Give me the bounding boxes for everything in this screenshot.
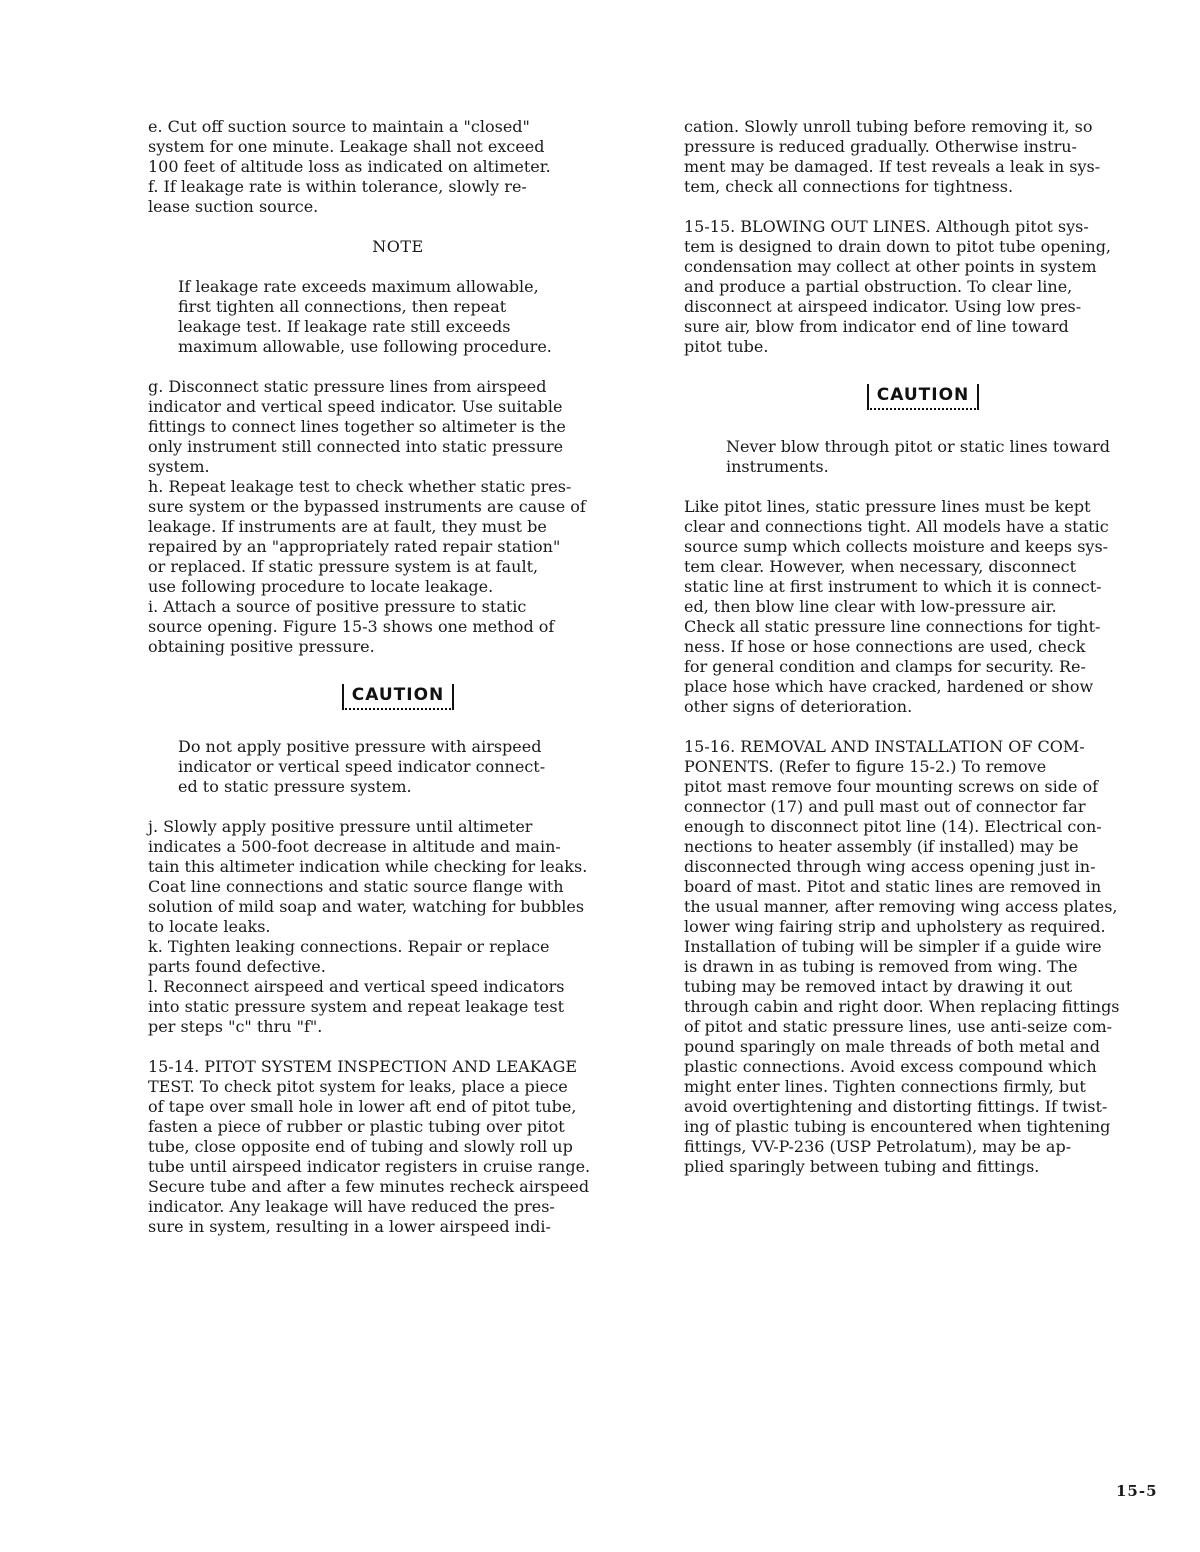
caution-line: Never blow through pitot or static lines toward xyxy=(726,437,1111,456)
text-line: source sump which collects moisture and keeps sys- xyxy=(684,537,1109,556)
text-line: connector (17) and pull mast out of connector far xyxy=(684,797,1086,816)
text-line: Secure tube and after a few minutes recheck airspeed xyxy=(148,1177,590,1196)
text-line: fittings, VV-P-236 (USP Petrolatum), may be ap- xyxy=(684,1137,1072,1156)
text-line: leakage. If instruments are at fault, they must be xyxy=(148,517,547,536)
steps-j-l xyxy=(148,817,648,1037)
text-line: condensation may collect at other points in system xyxy=(684,257,1097,276)
note-line: If leakage rate exceeds maximum allowable, xyxy=(178,277,539,296)
text-line: tube, close opposite end of tubing and slowly roll up xyxy=(148,1137,573,1156)
caution-label: CAUTION xyxy=(867,384,980,410)
text-line: into static pressure system and repeat leakage test xyxy=(148,997,564,1016)
caution-block xyxy=(148,737,648,797)
static-lines-paragraph xyxy=(684,497,1162,717)
text-line: static line at first instrument to which it is connect- xyxy=(684,577,1102,596)
text-line: clear and connections tight. All models have a static xyxy=(684,517,1109,536)
text-line: e. Cut off suction source to maintain a "closed" xyxy=(148,117,530,136)
text-line: Coat line connections and static source flange with xyxy=(148,877,564,896)
text-line: of tape over small hole in lower aft end of pitot tube, xyxy=(148,1097,577,1116)
text-line: f. If leakage rate is within tolerance, slowly re- xyxy=(148,177,527,196)
section-heading-line: 15-15. BLOWING OUT LINES. Although pitot sys- xyxy=(684,217,1089,236)
text-line: to locate leaks. xyxy=(148,917,271,936)
text-line: the usual manner, after removing wing access plates, xyxy=(684,897,1118,916)
text-line: PONENTS. (Refer to figure 15-2.) To remove xyxy=(684,757,1047,776)
text-line: disconnect at airspeed indicator. Using low pres- xyxy=(684,297,1082,316)
text-line: pitot tube. xyxy=(684,337,769,356)
text-line: only instrument still connected into static pressure xyxy=(148,437,564,456)
caution-line: ed to static pressure system. xyxy=(178,777,412,796)
caution-line: Do not apply positive pressure with airspeed xyxy=(178,737,542,756)
text-line: Like pitot lines, static pressure lines must be kept xyxy=(684,497,1091,516)
text-line: k. Tighten leaking connections. Repair or replace xyxy=(148,937,550,956)
text-line: ment may be damaged. If test reveals a leak in sys- xyxy=(684,157,1101,176)
text-line: other signs of deterioration. xyxy=(684,697,913,716)
text-line: tem clear. However, when necessary, disconnect xyxy=(684,557,1077,576)
continuation-block xyxy=(684,117,1162,197)
text-line: ed, then blow line clear with low-pressure air. xyxy=(684,597,1057,616)
text-line: sure system or the bypassed instruments are cause of xyxy=(148,497,586,516)
text-line: i. Attach a source of positive pressure to static xyxy=(148,597,527,616)
text-line: and produce a partial obstruction. To clear line, xyxy=(684,277,1073,296)
text-line: repaired by an "appropriately rated repair station" xyxy=(148,537,561,556)
text-line: use following procedure to locate leakage. xyxy=(148,577,494,596)
text-line: cation. Slowly unroll tubing before removing it, so xyxy=(684,117,1093,136)
text-line: solution of mild soap and water, watching for bubbles xyxy=(148,897,585,916)
text-line: plied sparingly between tubing and fittings. xyxy=(684,1157,1040,1176)
text-line: system. xyxy=(148,457,210,476)
text-line: obtaining positive pressure. xyxy=(148,637,375,656)
text-line: indicates a 500-foot decrease in altitude and main- xyxy=(148,837,561,856)
text-line: sure air, blow from indicator end of line toward xyxy=(684,317,1069,336)
text-line: for general condition and clamps for security. Re- xyxy=(684,657,1086,676)
text-line: tube until airspeed indicator registers in cruise range. xyxy=(148,1157,591,1176)
caution-banner xyxy=(684,377,1162,417)
text-line: tubing may be removed intact by drawing it out xyxy=(684,977,1073,996)
text-line: plastic connections. Avoid excess compound which xyxy=(684,1057,1097,1076)
page-number: 15-5 xyxy=(1116,1482,1158,1500)
text-line: g. Disconnect static pressure lines from airspeed xyxy=(148,377,547,396)
text-line: tain this altimeter indication while checking for leaks. xyxy=(148,857,588,876)
note-line: leakage test. If leakage rate still exceeds xyxy=(178,317,511,336)
text-line: tem, check all connections for tightness. xyxy=(684,177,1014,196)
text-line: might enter lines. Tighten connections firmly, but xyxy=(684,1077,1086,1096)
text-line: nections to heater assembly (if installed) may be xyxy=(684,837,1079,856)
caution-block xyxy=(684,437,1162,477)
text-line: enough to disconnect pitot line (14). Electrical con- xyxy=(684,817,1102,836)
section-15-16 xyxy=(684,737,1162,1177)
text-line: indicator and vertical speed indicator. Use suitable xyxy=(148,397,563,416)
text-line: board of mast. Pitot and static lines are removed in xyxy=(684,877,1102,896)
section-15-15 xyxy=(684,217,1162,357)
section-heading-line: 15-14. PITOT SYSTEM INSPECTION AND LEAKAGE xyxy=(148,1057,578,1076)
text-line: through cabin and right door. When replacing fittings xyxy=(684,997,1120,1016)
note-line: maximum allowable, use following procedure. xyxy=(178,337,552,356)
caution-line: indicator or vertical speed indicator connect- xyxy=(178,757,546,776)
caution-label: CAUTION xyxy=(342,684,455,710)
text-line: lower wing fairing strip and upholstery as required. xyxy=(684,917,1106,936)
section-15-14 xyxy=(148,1057,648,1237)
text-line: or replaced. If static pressure system is at fault, xyxy=(148,557,539,576)
text-line: h. Repeat leakage test to check whether static pres- xyxy=(148,477,572,496)
caution-banner xyxy=(148,677,648,717)
text-line: fittings to connect lines together so altimeter is the xyxy=(148,417,566,436)
note-block xyxy=(148,277,648,357)
text-line: Installation of tubing will be simpler if a guide wire xyxy=(684,937,1102,956)
text-line: per steps "c" thru "f". xyxy=(148,1017,323,1036)
text-line: l. Reconnect airspeed and vertical speed indicators xyxy=(148,977,565,996)
text-line: system for one minute. Leakage shall not exceed xyxy=(148,137,545,156)
text-line: ness. If hose or hose connections are used, check xyxy=(684,637,1086,656)
text-line: indicator. Any leakage will have reduced the pres- xyxy=(148,1197,555,1216)
text-line: disconnected through wing access opening just in- xyxy=(684,857,1096,876)
text-line: 100 feet of altitude loss as indicated on altimeter. xyxy=(148,157,551,176)
text-line: of pitot and static pressure lines, use anti-seize com- xyxy=(684,1017,1113,1036)
text-line: is drawn in as tubing is removed from wing. The xyxy=(684,957,1078,976)
text-line: fasten a piece of rubber or plastic tubing over pitot xyxy=(148,1117,565,1136)
text-line: source opening. Figure 15-3 shows one method of xyxy=(148,617,555,636)
text-line: pound sparingly on male threads of both metal and xyxy=(684,1037,1100,1056)
text-line: avoid overtightening and distorting fittings. If twist- xyxy=(684,1097,1108,1116)
text-line: parts found defective. xyxy=(148,957,326,976)
caution-line: instruments. xyxy=(726,457,829,476)
text-line: ing of plastic tubing is encountered when tightening xyxy=(684,1117,1111,1136)
text-line: tem is designed to drain down to pitot tube opening, xyxy=(684,237,1112,256)
text-line: lease suction source. xyxy=(148,197,319,216)
text-line: place hose which have cracked, hardened or show xyxy=(684,677,1094,696)
text-line: sure in system, resulting in a lower airspeed indi- xyxy=(148,1217,551,1236)
text-line: pitot mast remove four mounting screws on side of xyxy=(684,777,1099,796)
right-column xyxy=(684,117,1162,1177)
text-line: Check all static pressure line connections for tight- xyxy=(684,617,1101,636)
note-line: first tighten all connections, then repeat xyxy=(178,297,507,316)
steps-g-i xyxy=(148,377,648,657)
section-heading-line: 15-16. REMOVAL AND INSTALLATION OF COM- xyxy=(684,737,1085,756)
text-line: TEST. To check pitot system for leaks, place a piece xyxy=(148,1077,568,1096)
text-line: pressure is reduced gradually. Otherwise instru- xyxy=(684,137,1077,156)
left-column xyxy=(148,117,648,1237)
text-line: j. Slowly apply positive pressure until altimeter xyxy=(148,817,533,836)
note-heading: NOTE xyxy=(372,237,424,256)
steps-e-f xyxy=(148,117,648,217)
